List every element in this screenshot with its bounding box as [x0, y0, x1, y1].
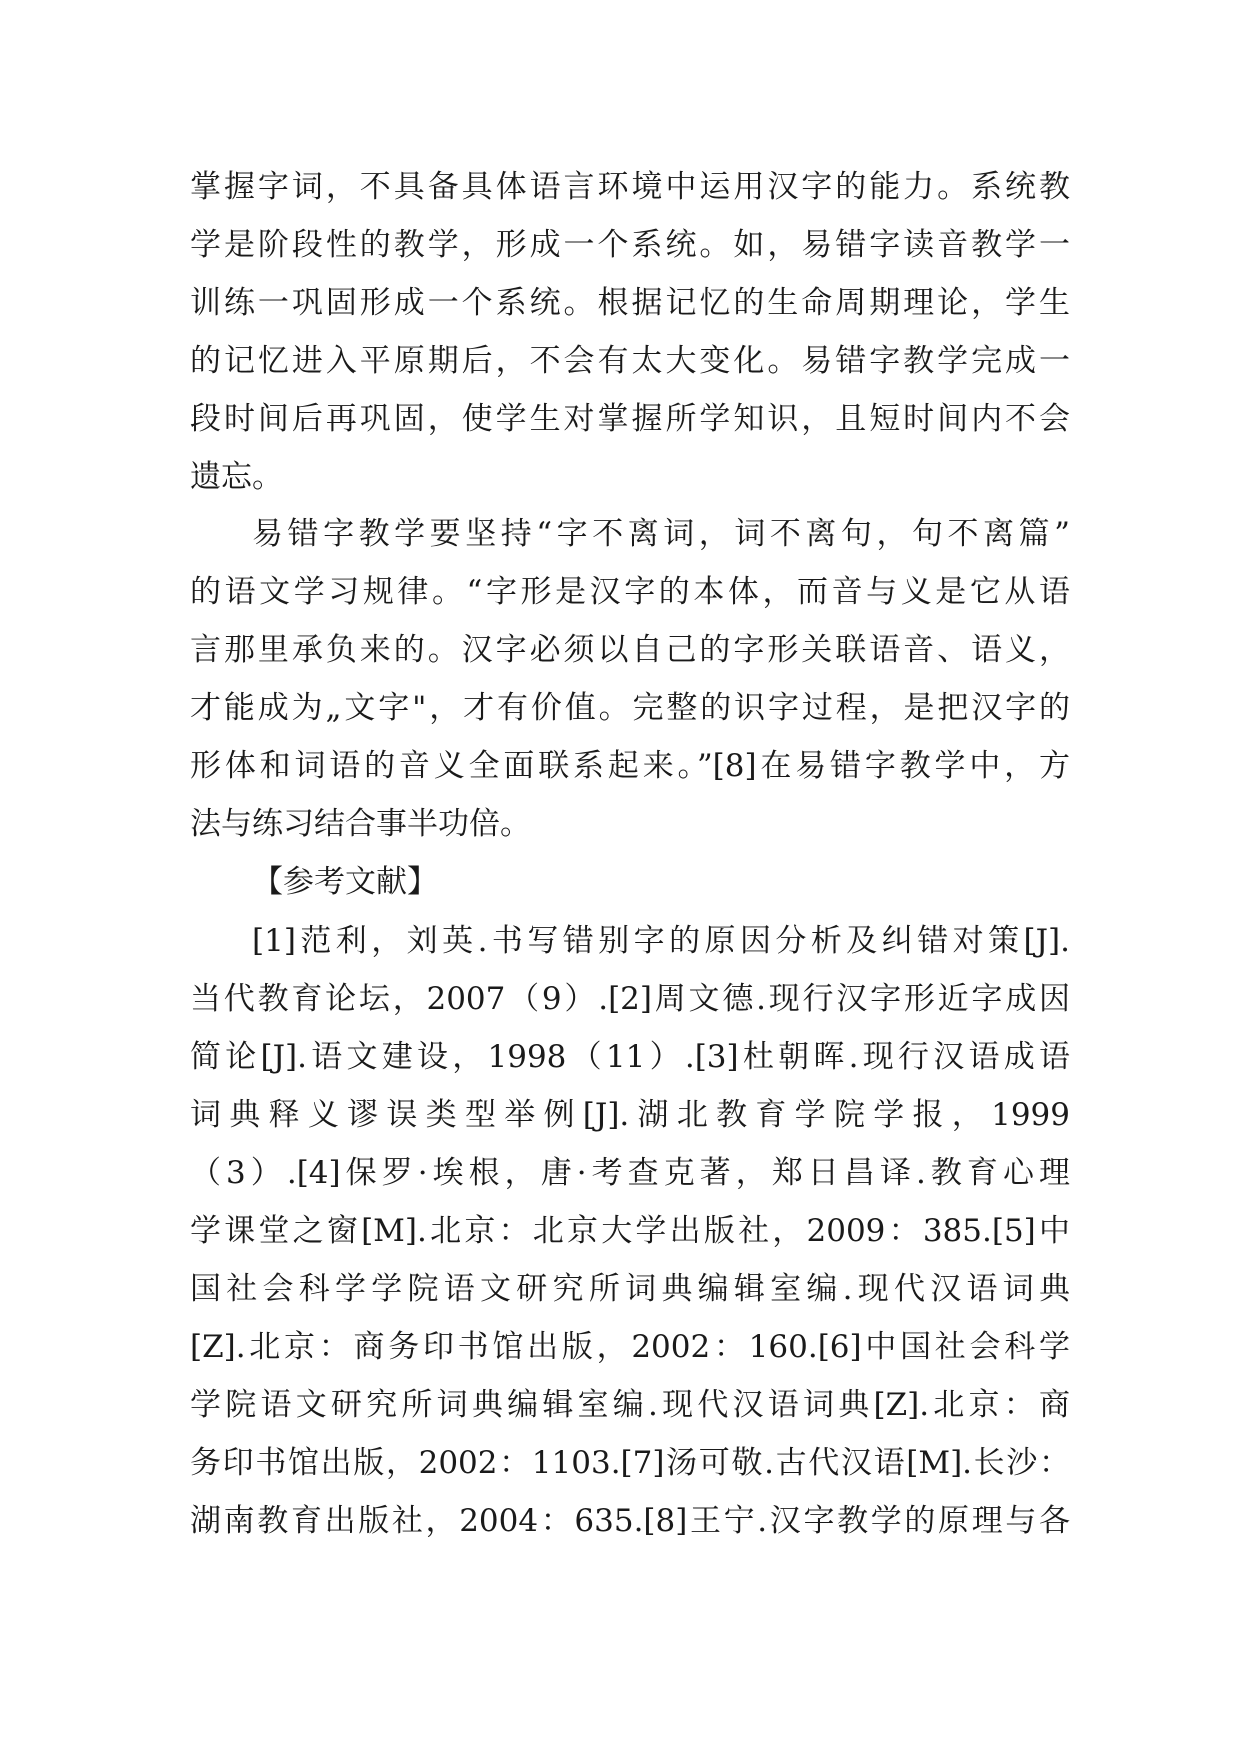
- text-line: 法与练习结合事半功倍。: [190, 806, 531, 842]
- reference-line: 简论[J].语文建设，1998（11）.[3]杜朝晖.现行汉语成语: [190, 1039, 1070, 1075]
- text-line: 形体和词语的音义全面联系起来。”[8]在易错字教学中，方: [190, 748, 1070, 784]
- references-list: [190, 912, 1070, 1550]
- reference-line: （3）.[4]保罗·埃根，唐·考查克著，郑日昌译.教育心理: [190, 1155, 1070, 1191]
- paragraph-2: [190, 505, 1070, 853]
- text-line: 易错字教学要坚持“字不离词，词不离句，句不离篇”: [252, 516, 1070, 552]
- text-line: 遗忘。: [190, 459, 283, 495]
- reference-line: 国社会科学学院语文研究所词典编辑室编.现代汉语词典: [190, 1271, 1070, 1307]
- reference-line: 学院语文研究所词典编辑室编.现代汉语词典[Z].北京：商: [190, 1387, 1070, 1423]
- paragraph-1: [190, 158, 1070, 506]
- reference-line: [Z].北京：商务印书馆出版，2002：160.[6]中国社会科学: [190, 1329, 1070, 1365]
- reference-line: 湖南教育出版社，2004：635.[8]王宁.汉字教学的原理与各: [190, 1503, 1070, 1539]
- reference-line: 词典释义谬误类型举例[J].湖北教育学院学报，1999: [190, 1097, 1070, 1133]
- text-line: 段时间后再巩固，使学生对掌握所学知识，且短时间内不会: [190, 401, 1070, 437]
- references-heading: 【参考文献】: [252, 864, 438, 900]
- reference-line: [1]范利，刘英.书写错别字的原因分析及纠错对策[J].: [252, 923, 1070, 959]
- references-heading-block: [190, 853, 1070, 911]
- reference-line: 务印书馆出版，2002：1103.[7]汤可敬.古代汉语[M].长沙：: [190, 1445, 1070, 1481]
- text-line: 掌握字词，不具备具体语言环境中运用汉字的能力。系统教: [190, 169, 1070, 205]
- text-line: 训练一巩固形成一个系统。根据记忆的生命周期理论，学生: [190, 285, 1070, 321]
- text-line: 的语文学习规律。“字形是汉字的本体，而音与义是它从语: [190, 574, 1070, 610]
- text-line: 学是阶段性的教学，形成一个系统。如，易错字读音教学一: [190, 227, 1070, 263]
- text-line: 才能成为„文字"，才有价值。完整的识字过程，是把汉字的: [190, 690, 1070, 726]
- text-line: 的记忆进入平原期后，不会有太大变化。易错字教学完成一: [190, 343, 1070, 379]
- text-line: 言那里承负来的。汉字必须以自己的字形关联语音、语义，: [190, 632, 1070, 668]
- reference-line: 当代教育论坛，2007（9）.[2]周文德.现行汉字形近字成因: [190, 981, 1070, 1017]
- reference-line: 学课堂之窗[M].北京：北京大学出版社，2009：385.[5]中: [190, 1213, 1070, 1249]
